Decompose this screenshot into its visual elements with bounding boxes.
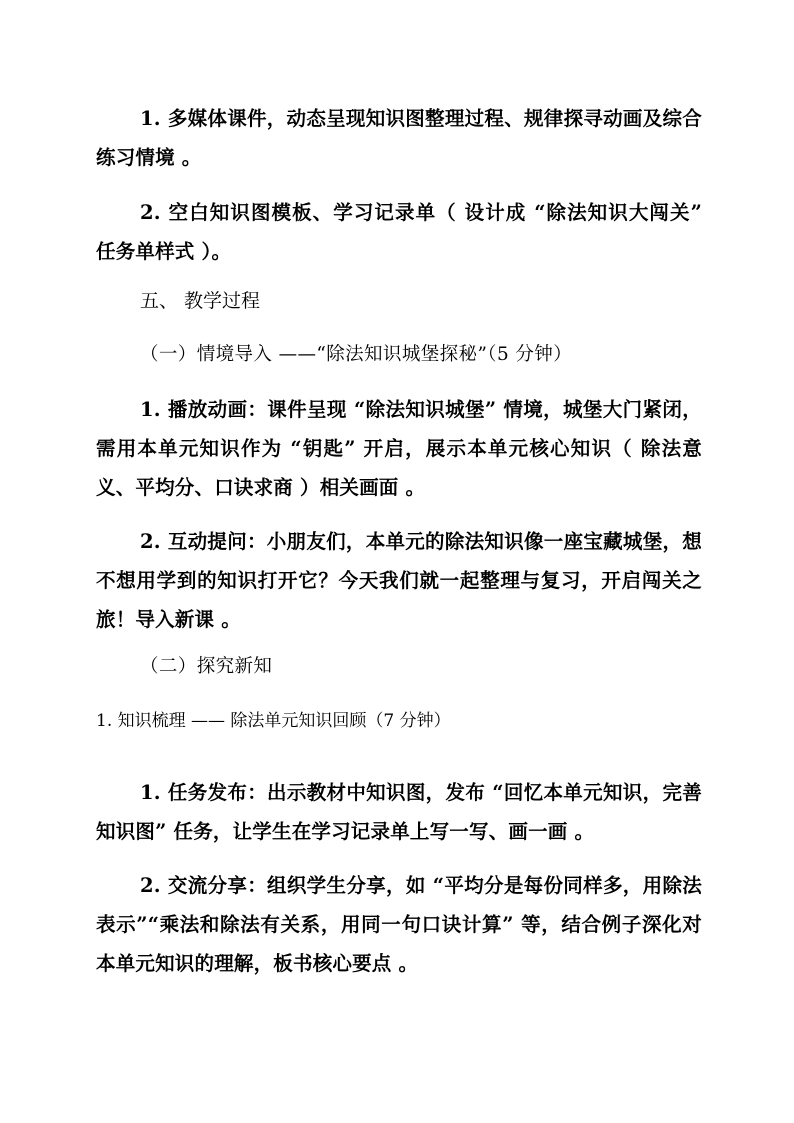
explore-item-2: 2. 交流分享：组织学生分享，如 “平均分是每份同样多，用除法表示”“乘法和除法有关系，用同一句口诀计算” 等，结合例子深化对本单元知识的理解，板书核心要点 。 <box>96 874 702 975</box>
subheading-situation-intro: （一）情境导入 ——“除法知识城堡探秘”（5 分钟） <box>140 344 573 365</box>
knowledge-review-heading: 1. 知识梳理 —— 除法单元知识回顾（7 分钟） <box>96 711 451 731</box>
media-item-1: 1. 多媒体课件，动态呈现知识图整理过程、规律探寻动画及综合练习情境 。 <box>96 107 702 169</box>
intro-item-1: 1. 播放动画：课件呈现 “除法知识城堡” 情境，城堡大门紧闭，需用本单元知识作为 “钥匙” 开启，展示本单元核心知识（ 除法意义、平均分、口诀求商 ）相关画面 。 <box>96 398 702 499</box>
section-heading-teaching-process: 五、 教学过程 <box>140 290 261 312</box>
subheading-explore-new: （二）探究新知 <box>140 656 273 677</box>
intro-item-2: 2. 互动提问：小朋友们，本单元的除法知识像一座宝藏城堡，想不想用学到的知识打开它？今天我们就一起整理与复习，开启闯关之旅！导入新课 。 <box>96 530 702 631</box>
explore-item-1: 1. 任务发布：出示教材中知识图，发布 “回忆本单元知识，完善知识图” 任务，让学生在学习记录单上写一写、画一画 。 <box>96 781 702 843</box>
media-item-2: 2. 空白知识图模板、学习记录单（ 设计成 “除法知识大闯关” 任务单样式 ）。 <box>96 201 702 263</box>
